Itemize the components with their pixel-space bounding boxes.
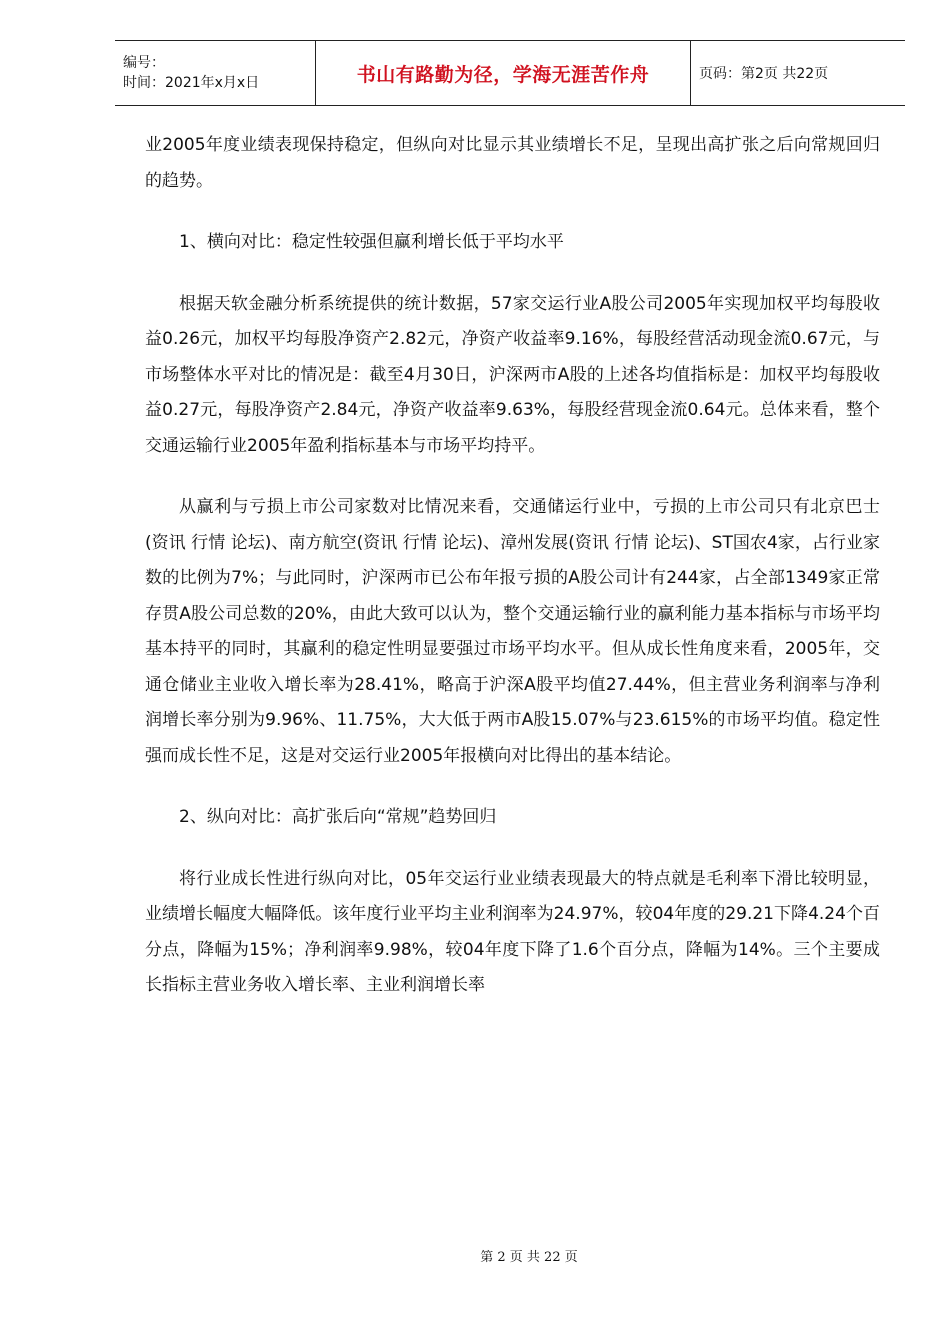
header-meta-cell [115, 41, 316, 106]
header-motto-cell [316, 41, 691, 106]
header-page-cell [691, 41, 906, 106]
paragraph-statistics: 根据天软金融分析系统提供的统计数据，57家交运行业A股公司2005年实现加权平均每股收益0.26元，加权平均每股净资产2.82元，净资产收益率9.16%，每股经营活动现金流0.67元，与市场整体水平对比的情况是：截至4月30日，沪深两市A股的上述各均值指标是：加权平均每股收益0.27元，每股净资产2.84元，净资产收益率9.63%，每股经营现金流0.64元。总体来看，整个交通运输行业2005年盈利指标基本与市场平均持平。 [145, 293, 880, 456]
page-footer [0, 1246, 950, 1265]
paragraph-profit-loss: 从赢利与亏损上市公司家数对比情况来看，交通储运行业中，亏损的上市公司只有北京巴士(资讯 行情 论坛)、南方航空(资讯 行情 论坛)、漳州发展(资讯 行情 论坛)、ST国农4家，占行业家数的比例为7%；与此同时，沪深两市已公布年报亏损的A股公司计有244家，占全部1349家正常存贯A股公司总数的20%，由此大致可以认为，整个交通运输行业的赢利能力基本指标与市场平均基本持平的同时，其赢利的稳定性明显要强过市场平均水平。但从成长性角度来看，2005年，交通仓储业主业收入增长率为28.41%，略高于沪深A股平均值27.44%，但主营业务利润率与净利润增长率分别为9.96%、11.75%，大大低于两市A股15.07%与23.615%的市场平均值。稳定性强而成长性不足，这是对交运行业2005年报横向对比得出的基本结论。 [145, 497, 880, 766]
paragraph-growth: 将行业成长性进行纵向对比，05年交运行业业绩表现最大的特点就是毛利率下滑比较明显，业绩增长幅度大幅降低。该年度行业平均主业利润率为24.97%，较04年度的29.21下降4.24个百分点，降幅为15%；净利润率9.98%，较04年度下降了1.6个百分点，降幅为14%。三个主要成长指标主营业务收入增长率、主业利润增长率 [145, 868, 880, 995]
motto-text: 书山有路勤为径，学海无涯苦作舟 [356, 63, 650, 86]
serial-number-label: 编号： [123, 55, 165, 71]
paragraph-continued: 业2005年度业绩表现保持稳定，但纵向对比显示其业绩增长不足，呈现出高扩张之后向常规回归的趋势。 [145, 135, 880, 191]
date-label: 时间：2021年x月x日 [123, 75, 260, 91]
header-page-info: 页码：第2页 共22页 [699, 66, 829, 82]
section-heading-vertical: 2、纵向对比：高扩张后向“常规”趋势回归 [179, 807, 497, 827]
document-header [115, 40, 905, 106]
section-heading-horizontal: 1、横向对比：稳定性较强但赢利增长低于平均水平 [179, 232, 564, 252]
document-body [145, 128, 880, 1004]
footer-page-number: 第 2 页 共 22 页 [480, 1250, 578, 1265]
